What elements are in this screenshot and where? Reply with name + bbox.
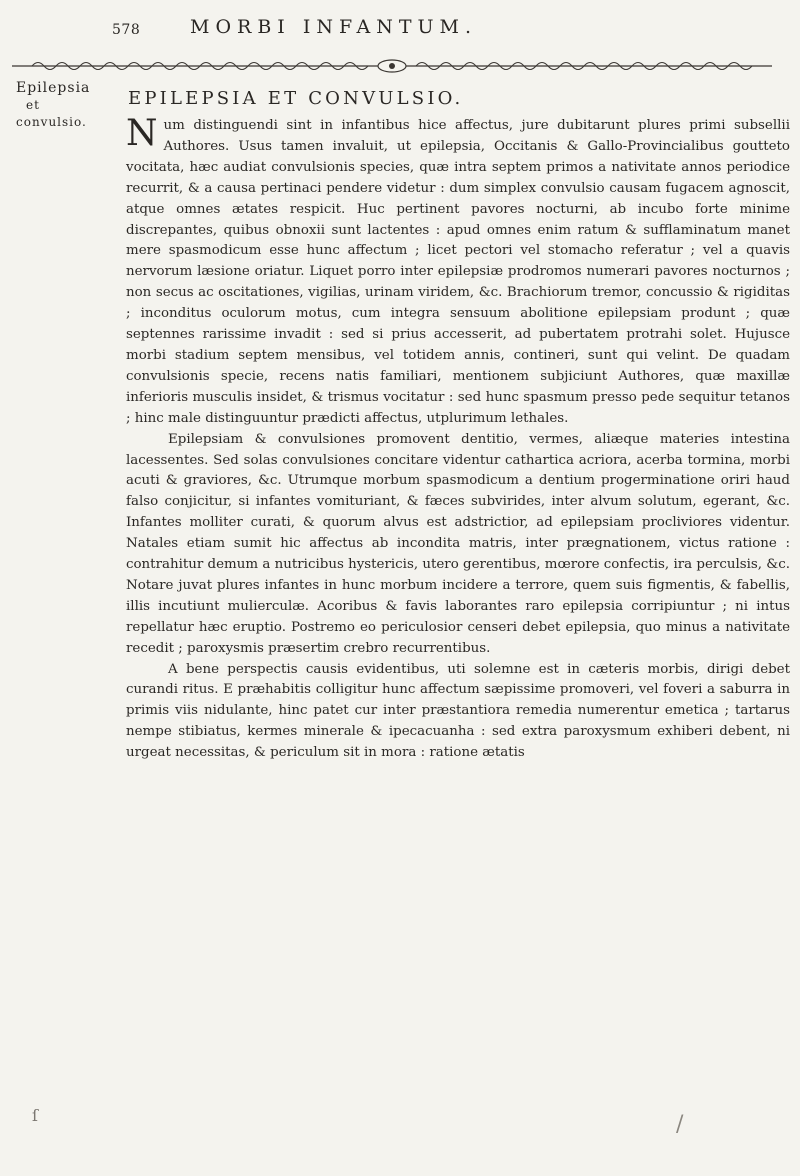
paragraph: Epilepsiam & convulsiones promovent dentitio, vermes, aliæque materies intestina lacessentes. Sed solas convulsiones concitare videntur cathartica acriora, acerba tormina, morbi acuti & graviores, &c. Utrumque morbum spasmodicum a dentium progerminatione oriri haud falso conjicitur, si infantes vomituriant, & fæces subvirides, inter alvum solutum, egerant, &c. Infantes molliter curati, & quorum alvus est adstrictior, ad epilepsiam procliviores videntur. Natales etiam sumit hic affectus ab incondita matris, inter prægnationem, victus ratione : contrahitur demum a nutricibus hystericis, utero gerentibus, mœrore confectis, ira perculsis, &c. Notare juvat plures infantes in hunc morbum incidere a terrore, quem suis figmentis, & fabellis, illis incutiunt mulierculæ. Acoribus & favis laborantes raro epilepsia corripiuntur ; ni intus repellatur hæc eruptio. Postremo eo periculosior censeri debet epilepsia, quo minus a nativitate recedit ; paroxysmis præsertim crebro recurrentibus. bbox=[126, 431, 790, 656]
margin-note-line: convulsio. bbox=[16, 115, 87, 129]
stray-mark: ſ bbox=[32, 1106, 38, 1125]
page-number: 578 bbox=[112, 22, 141, 38]
margin-note-line: et bbox=[26, 98, 40, 112]
paragraph bbox=[126, 113, 790, 430]
drop-cap: N bbox=[126, 113, 158, 154]
running-head: MORBI INFANTUM. bbox=[190, 16, 478, 38]
margin-note-line: Epilepsia bbox=[16, 80, 91, 96]
body-text bbox=[126, 113, 790, 764]
chapter-title: EPILEPSIA ET CONVULSIO. bbox=[128, 88, 464, 109]
paragraph-text: um distinguendi sint in infantibus hice affectus, jure dubitarunt plures primi subsellii Authores. Usus tamen invaluit, ut epilepsia, Occitanis & Gallo-Provincialibus goutteto vocitata, hæc audiat convulsionis species, quæ intra septem primos a nativitate annos periodice recurrit, & a causa pertinaci pendere videtur : dum simplex convulsio causam fugacem agnoscit, atque omnes ætates respicit. Huc pertinent pavores nocturni, ab incubo forte minime discrepantes, quibus obnoxii sunt lactentes : apud omnes enim ratum & sufflaminatum manet mere spasmodicum esse hunc affectum ; licet pectori vel stomacho referatur ; vel a quavis nervorum læsione oriatur. Liquet porro inter epilepsiæ prodromos numerari pavores nocturnos ; non secus ac oscitationes, vigilias, urinam viridem, &c. Brachiorum tremor, concussio & rigiditas ; inconditus oculorum motus, cum integra sensuum abolitione epilepsiam produnt ; quæ septennes rarissime invadit : sed si prius accesserit, ad pubertatem protrahi solet. Hujusce morbi stadium septem mensibus, vel totidem annis, contineri, sunt qui velint. De quadam convulsionis specie, recens natis familiari, mentionem subjiciunt Authores, quæ maxillæ inferioris musculis insidet, & trismus vocitatur : sed hunc spasmum presso pede sequitur tetanos ; hinc male distinguuntur prædicti affectus, utplurimum lethales. bbox=[126, 118, 790, 426]
stray-mark: / bbox=[676, 1112, 684, 1137]
ornamental-rule bbox=[12, 58, 772, 74]
margin-note bbox=[16, 80, 106, 131]
paragraph: A bene perspectis causis evidentibus, uti solemne est in cæteris morbis, dirigi debet curandi ritus. E præhabitis colligitur hunc affectum sæpissime promoveri, vel foveri a saburra in primis viis nidulante, hinc patet cur inter præstantiora remedia numerentur emetica ; tartarus nempe stibiatus, kermes minerale & ipecacuanha : sed extra paroxysmum exhiberi debent, ni urgeat necessitas, & periculum sit in mora : ratione ætatis bbox=[126, 661, 790, 761]
